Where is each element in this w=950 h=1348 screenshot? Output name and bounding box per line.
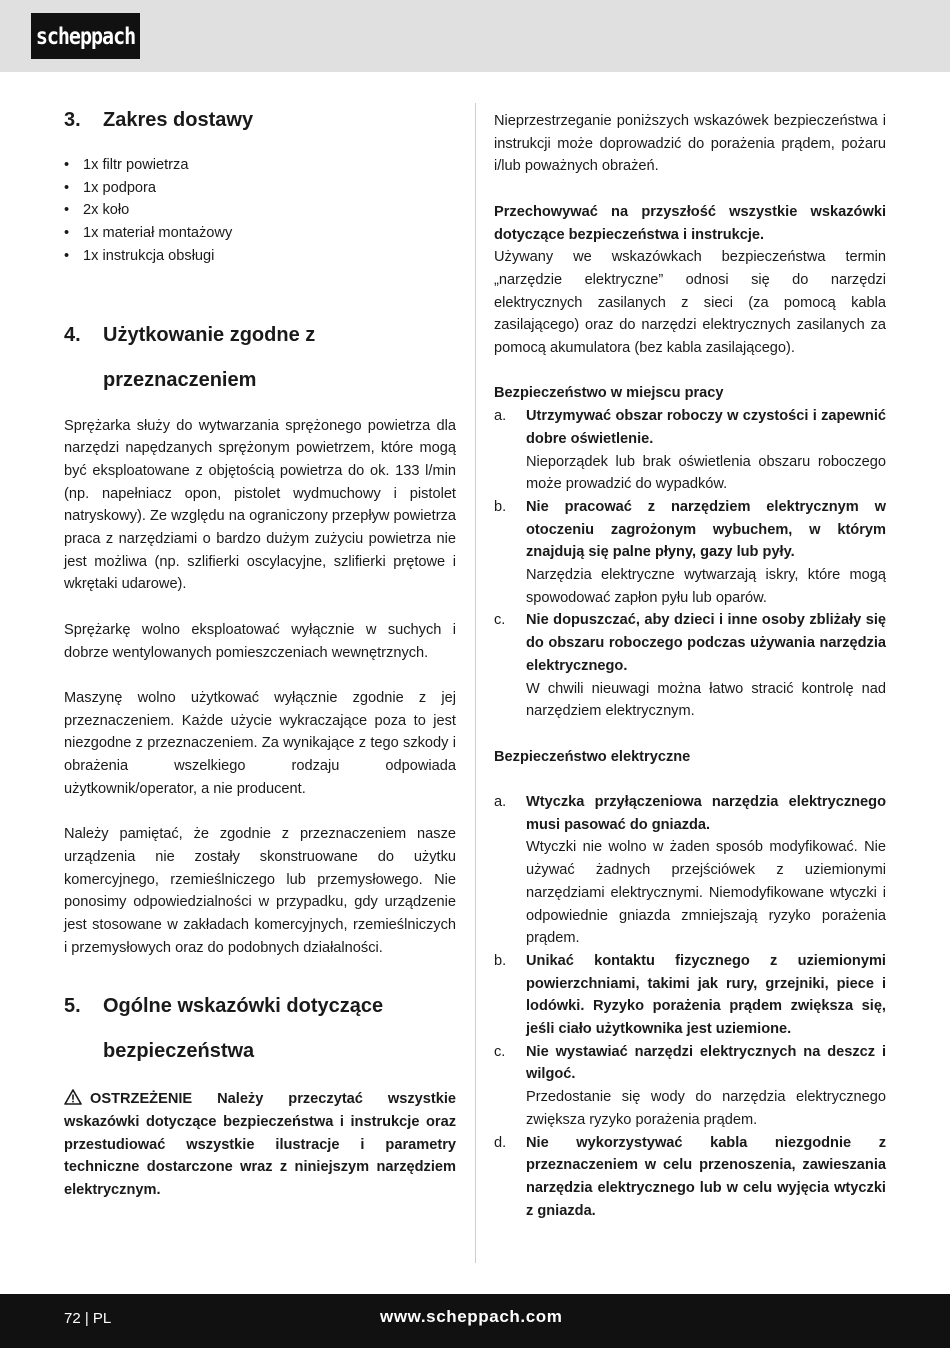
paragraph: Sprężarka służy do wytwarzania sprężonego powietrza dla narzędzi napędzanych sprężonym powietrzem, które mogą być eksploatowane z objętością powietrza do ok. 133 l/min (np. napełniacz opon, pistolet wydmuchowy i pistolet natryskowy). Ze względu na ograniczony przepływ powietrza praca z narzędziami o bardzo dużym zużyciu powietrza nie jest możliwa (np. szlifierki oscylacyjne, szlifierki prętowe i wkrętaki udarowe). (64, 417, 456, 593)
item-bold: Utrzymywać obszar roboczy w czystości i zapewnić dobre oświetlenie. (526, 408, 886, 447)
list-item: • 1x instrukcja obsługi (64, 245, 456, 268)
section-title-line2: bezpieczeństwa (103, 1040, 255, 1063)
item-bold: Nie pracować z narzędziem elektrycznym w otoczeniu zagrożonym wybuchem, w którym znajdują się palne płyny, gazy lub pyły. (526, 498, 886, 561)
item-text: Przedostanie się wody do narzędzia elektrycznego zwiększa ryzyko porażenia prądem. (526, 1089, 886, 1128)
warning-paragraph (64, 1088, 456, 1202)
section-number: 5. (64, 995, 81, 1018)
section-title: Zakres dostawy (103, 109, 254, 131)
keep-instructions-bold: Przechowywać na przyszłość wszystkie wskazówki dotyczące bezpieczeństwa i instrukcje. (494, 203, 886, 243)
section-title-line2: przeznaczeniem (103, 368, 257, 391)
scheppach-logo: scheppach (31, 13, 140, 59)
column-divider (475, 103, 476, 1263)
item-text: Nieporządek lub brak oświetlenia obszaru roboczego może prowadzić do wypadków. (526, 453, 886, 493)
section-number: 3. (64, 109, 81, 131)
page-header (0, 0, 950, 72)
paragraph: Maszynę wolno użytkować wyłącznie zgodnie z jej przeznaczeniem. Każde użycie wykraczające poza to jest niezgodne z przeznaczeniem. Za wynikające z tego szkody i obrażenia wszelkiego rodzaju odpowiada użytkownik/operator, a nie producent. (64, 689, 456, 797)
section-5-heading (64, 984, 456, 1074)
page-number: 72 | PL (64, 1310, 112, 1327)
warning-text: OSTRZEŻENIE Należy przeczytać wszystkie wskazówki dotyczące bezpieczeństwa i instrukcje oraz przestudiować wszystkie ilustracje i parametry techniczne dostarczone wraz z niniejszym narzędziem elektrycznym. (64, 1091, 456, 1199)
electrical-heading: Bezpieczeństwo elektryczne (494, 748, 691, 765)
list-item (494, 1041, 886, 1132)
item-text: Narzędzia elektryczne wytwarzają iskry, które mogą spowodować zapłon pyłu lub oparów. (526, 567, 886, 606)
intro-paragraph: Nieprzestrzeganie poniższych wskazówek bezpieczeństwa i instrukcji może doprowadzić do porażenia prądem, pożaru i/lub poważnych obrażeń. (494, 113, 886, 175)
list-item (494, 791, 886, 950)
list-item (494, 405, 886, 496)
paragraph: Należy pamiętać, że zgodnie z przeznaczeniem nasze urządzenia nie zostały skonstruowane do użytku komercyjnego, rzemieślniczego lub przemysłowego. Nie ponosimy odpowiedzialności w przypadku, gdy urządzenie jest stosowane w zakładach komercyjnych, rzemieślniczych i przemysłowych oraz do podobnych działalności. (64, 826, 456, 956)
item-letter: a. (494, 794, 507, 811)
item-letter: d. (494, 1134, 507, 1151)
section-4-heading (64, 313, 456, 403)
item-text: W chwili nieuwagi można łatwo stracić kontrolę nad narzędziem elektrycznym. (526, 680, 886, 720)
keep-instructions-text: Używany we wskazówkach bezpieczeństwa termin „narzędzie elektryczne” odnosi się do narzędzi elektrycznych zasilanych z sieci (za pomocą kabla zasilającego) oraz do narzędzi elektrycznych zasilanych za pomocą akumulatora (bez kabla zasilającego). (494, 249, 886, 357)
list-item: • 1x materiał montażowy (64, 222, 456, 245)
warning-triangle-icon (64, 1089, 82, 1105)
right-column (494, 110, 886, 1222)
list-item (494, 496, 886, 610)
delivery-list (64, 154, 456, 268)
list-item: • 1x podpora (64, 177, 456, 200)
item-bold: Nie wystawiać narzędzi elektrycznych na deszcz i wilgoć. (526, 1043, 886, 1083)
left-column (64, 110, 456, 1202)
list-item (494, 950, 886, 1041)
section-3-heading (64, 110, 456, 130)
workplace-heading: Bezpieczeństwo w miejscu pracy (494, 385, 724, 402)
item-letter: c. (494, 612, 506, 629)
section-number: 4. (64, 323, 81, 346)
item-bold: Nie wykorzystywać kabla niezgodnie z przeznaczeniem w celu przenoszenia, zawieszania narzędzia elektrycznego lub w celu wyjęcia wtyczki z gniazda. (526, 1134, 886, 1219)
section-title-line1: Ogólne wskazówki dotyczące (103, 995, 384, 1018)
item-letter: c. (494, 1043, 506, 1060)
item-letter: a. (494, 408, 507, 425)
item-bold: Wtyczka przyłączeniowa narzędzia elektrycznego musi pasować do gniazda. (526, 794, 886, 833)
item-bold: Nie dopuszczać, aby dzieci i inne osoby zbliżały się do obszaru roboczego podczas używania narzędzia elektrycznego. (526, 612, 886, 674)
list-item: • 1x filtr powietrza (64, 154, 456, 177)
item-letter: b. (494, 952, 507, 969)
item-letter: b. (494, 498, 507, 515)
paragraph: Sprężarkę wolno eksploatować wyłącznie w suchych i dobrze wentylowanych pomieszczeniach wewnętrznych. (64, 621, 456, 661)
website-link[interactable]: www.scheppach.com (380, 1307, 563, 1326)
item-text: Wtyczki nie wolno w żaden sposób modyfikować. Nie używać żadnych przejściówek z uziemionymi narzędziami elektrycznymi. Niemodyfikowane wtyczki i odpowiednie gniazda zmniejszają ryzyko porażenia prądem. (526, 839, 886, 947)
list-item (494, 609, 886, 723)
section-title-line1: Użytkowanie zgodne z (103, 323, 316, 346)
list-item: • 2x koło (64, 199, 456, 222)
item-bold: Unikać kontaktu fizycznego z uziemionymi powierzchniami, takimi jak rury, grzejniki, piece i lodówki. Ryzyko porażenia prądem zwiększa się, jeśli ciało użytkownika jest uziemione. (526, 952, 886, 1038)
page-footer (0, 1294, 950, 1348)
list-item (494, 1132, 886, 1223)
